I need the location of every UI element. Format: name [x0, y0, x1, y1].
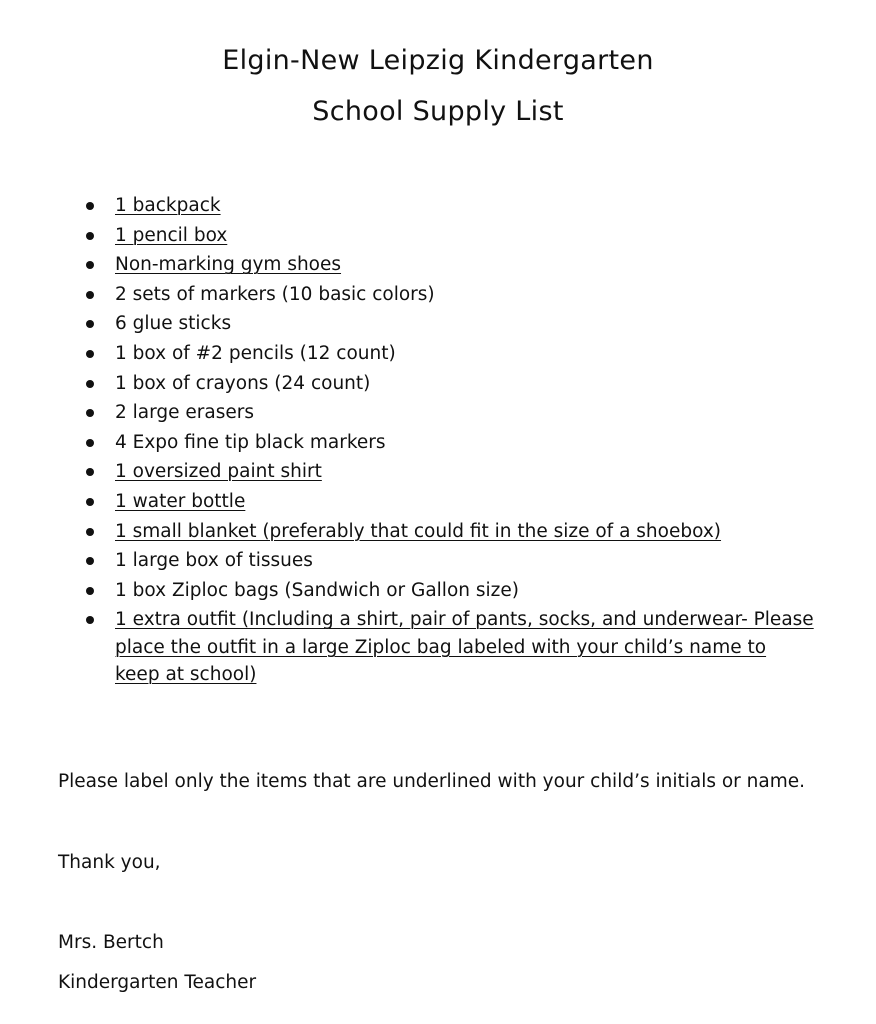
list-item: [115, 546, 815, 576]
bullet-icon: [86, 232, 94, 240]
bullet-icon: [86, 380, 94, 388]
list-item-text: 6 glue sticks: [115, 313, 232, 335]
list-item-text: 1 extra outfit (Including a shirt, pair of pants, socks, and underwear- Please place the outfit in a large Ziploc bag labeled with your child’s name to keep at school): [115, 609, 814, 686]
list-item: [115, 517, 815, 547]
bullet-icon: [86, 528, 94, 536]
list-item: [115, 605, 815, 689]
bullet-icon: [86, 587, 94, 595]
school-name: Elgin-New Leipzig Kindergarten: [222, 45, 654, 76]
list-item: [115, 191, 815, 221]
bullet-icon: [86, 409, 94, 417]
list-item: [115, 309, 815, 339]
bullet-icon: [86, 439, 94, 447]
bullet-icon: [86, 291, 94, 299]
closing-text: Thank you,: [58, 852, 161, 873]
list-item: [115, 576, 815, 606]
bullet-icon: [86, 498, 94, 506]
list-item-text: 1 small blanket (preferably that could fit in the size of a shoebox): [115, 520, 722, 542]
list-item-text: 1 water bottle: [115, 490, 246, 512]
bullet-icon: [86, 616, 94, 624]
bullet-icon: [86, 557, 94, 565]
list-item-text: 1 box of #2 pencils (12 count): [115, 342, 396, 364]
list-item-text: 2 large erasers: [115, 402, 255, 424]
list-item: [115, 221, 815, 251]
list-item: [115, 369, 815, 399]
list-item-text: 1 large box of tissues: [115, 550, 313, 572]
bullet-icon: [86, 202, 94, 210]
labeling-instruction: Please label only the items that are underlined with your child’s initials or name.: [58, 771, 806, 792]
list-item: [115, 280, 815, 310]
bullet-icon: [86, 468, 94, 476]
list-item: [115, 428, 815, 458]
list-item: [115, 487, 815, 517]
bullet-icon: [86, 261, 94, 269]
teacher-name: Mrs. Bertch: [58, 932, 164, 953]
list-item-text: 4 Expo fine tip black markers: [115, 431, 386, 453]
list-item: [115, 398, 815, 428]
list-item-text: 2 sets of markers (10 basic colors): [115, 283, 435, 305]
list-item-text: 1 backpack: [115, 195, 221, 216]
list-item-text: Non-marking gym shoes: [115, 254, 342, 276]
list-item-text: 1 box Ziploc bags (Sandwich or Gallon size): [115, 579, 519, 601]
list-item-text: 1 oversized paint shirt: [115, 461, 322, 483]
list-item-text: 1 pencil box: [115, 224, 228, 246]
bullet-icon: [86, 320, 94, 328]
supply-list: [115, 191, 815, 689]
bullet-icon: [86, 350, 94, 358]
page-title: School Supply List: [312, 96, 564, 127]
list-item: [115, 339, 815, 369]
list-item: [115, 457, 815, 487]
list-item-text: 1 box of crayons (24 count): [115, 372, 371, 394]
teacher-title: Kindergarten Teacher: [58, 972, 257, 993]
list-item: [115, 250, 815, 280]
